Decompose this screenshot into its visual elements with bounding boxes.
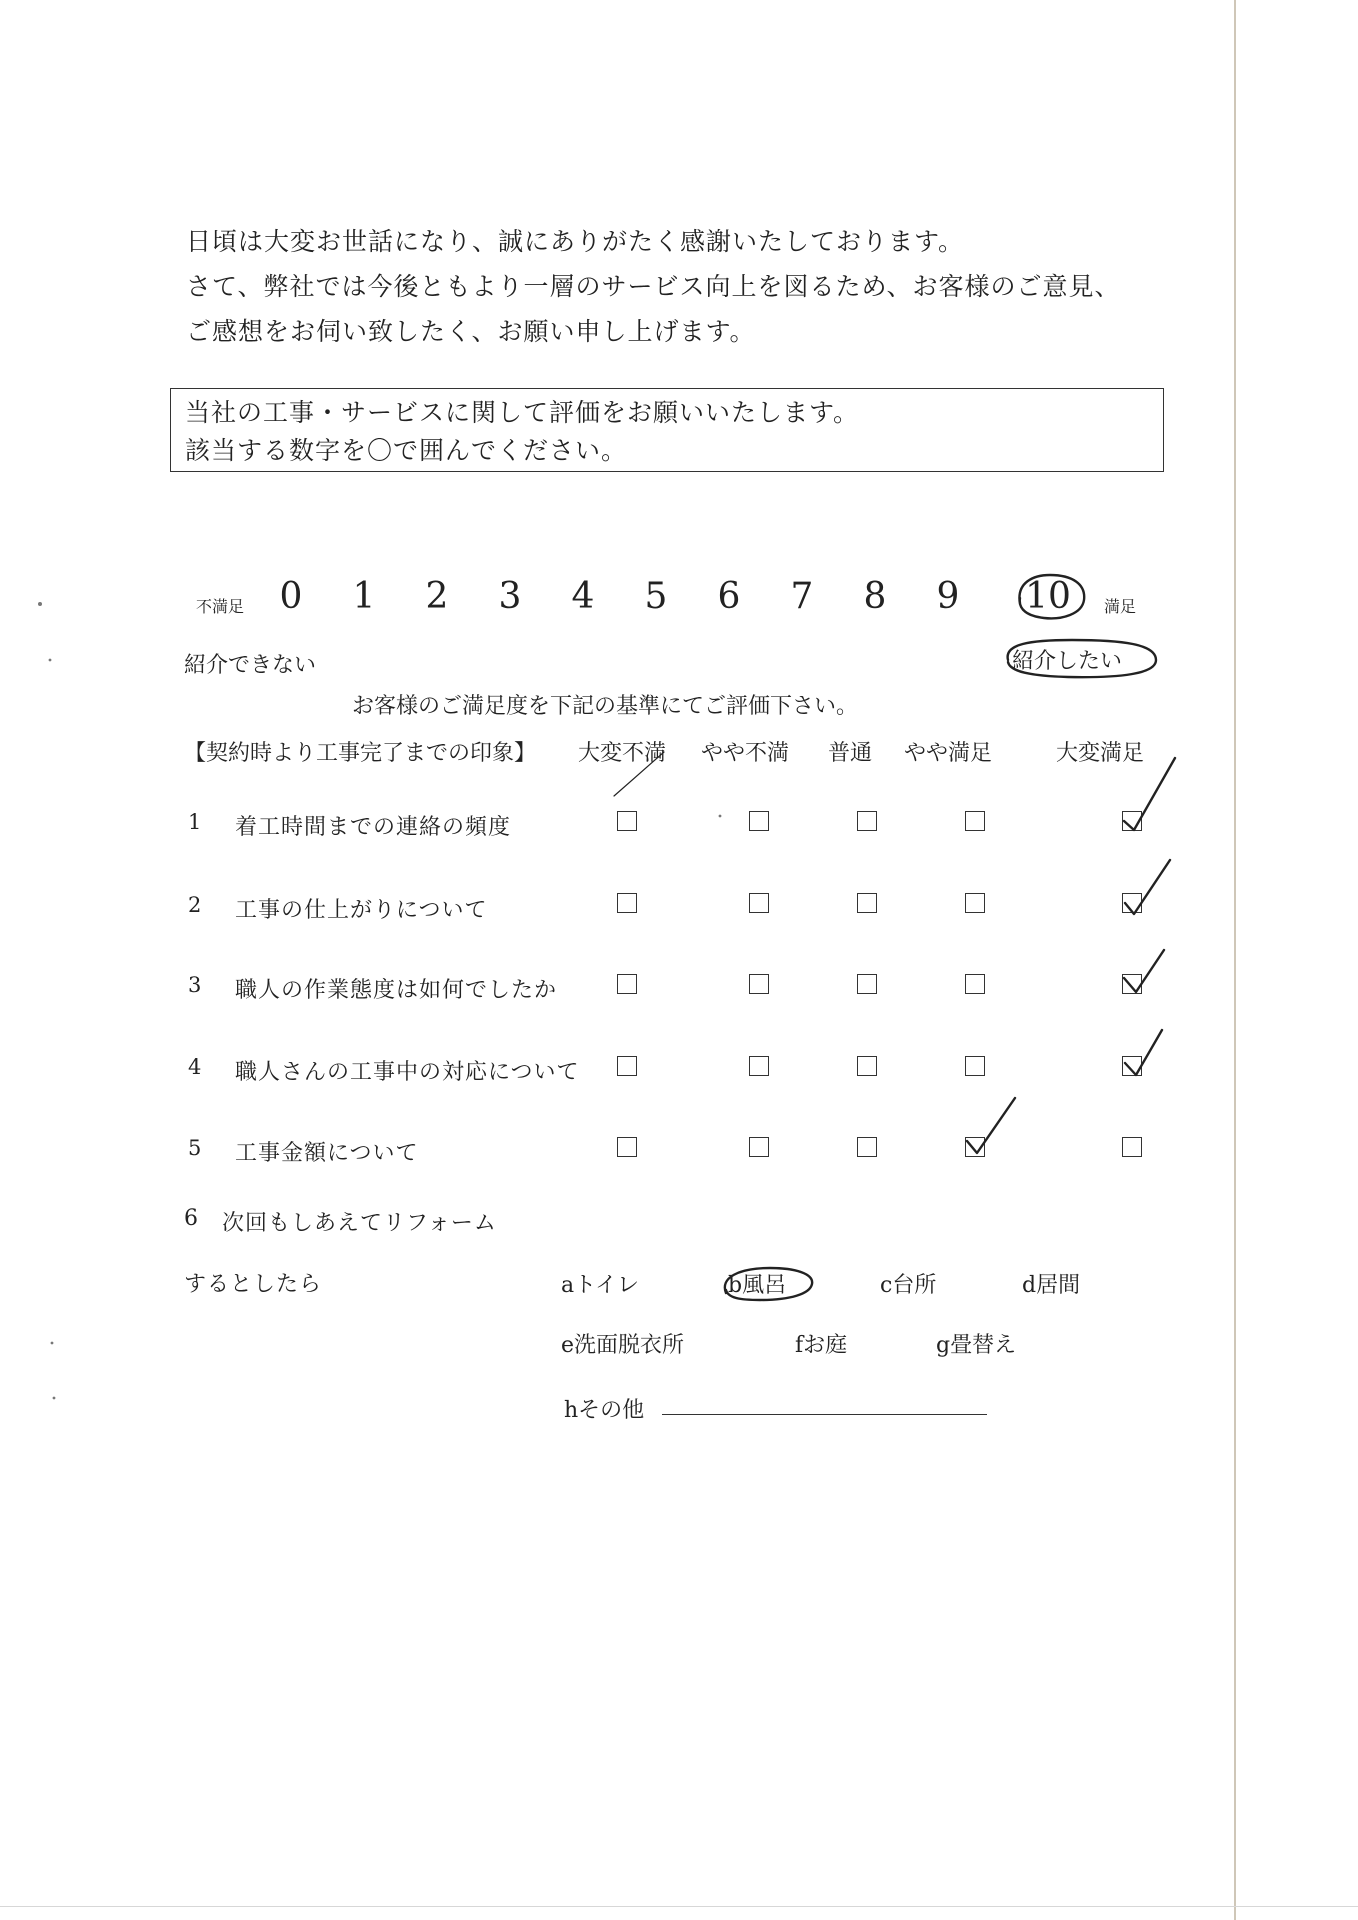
question-number-2: 2 — [188, 893, 202, 917]
checkbox-q2-somewhat-satisfied[interactable] — [965, 893, 985, 913]
checkbox-q3-very-dissatisfied[interactable] — [617, 974, 637, 994]
checkbox-q1-somewhat-dissatisfied[interactable] — [749, 811, 769, 831]
checkbox-q5-somewhat-satisfied[interactable] — [965, 1137, 985, 1157]
scale-number-8[interactable]: 8 — [863, 576, 887, 617]
instruction-line-1: 当社の工事・サービスに関して評価をお願いいたします。 — [185, 398, 860, 427]
option-garden[interactable]: fお庭 — [795, 1333, 848, 1358]
question-number-5: 5 — [188, 1136, 202, 1160]
option-toilet[interactable]: aトイレ — [561, 1273, 640, 1298]
checkbox-q2-very-dissatisfied[interactable] — [617, 893, 637, 913]
question-text-1: 着工時間までの連絡の頻度 — [235, 815, 512, 840]
checkbox-q5-somewhat-dissatisfied[interactable] — [749, 1137, 769, 1157]
checkbox-q5-neutral[interactable] — [857, 1137, 877, 1157]
scale-high-label: 満足 — [1104, 597, 1137, 616]
question-6-line-1: 次回もしあえてリフォーム — [222, 1211, 497, 1236]
checkbox-q2-somewhat-dissatisfied[interactable] — [749, 893, 769, 913]
option-washroom[interactable]: e洗面脱衣所 — [561, 1333, 685, 1358]
speck-4 — [53, 1397, 56, 1400]
checkbox-q4-neutral[interactable] — [857, 1056, 877, 1076]
section-header: 【契約時より工事完了までの印象】 — [184, 741, 537, 766]
speck-1 — [38, 602, 42, 606]
checkbox-q4-somewhat-satisfied[interactable] — [965, 1056, 985, 1076]
question-number-4: 4 — [188, 1055, 202, 1079]
instruction-box — [170, 388, 1164, 472]
scale-number-5[interactable]: 5 — [644, 576, 668, 617]
speck-3 — [51, 1342, 54, 1345]
question-text-3: 職人の作業態度は如何でしたか — [235, 978, 558, 1003]
scale-number-9[interactable]: 9 — [936, 576, 960, 617]
column-very-dissatisfied: 大変不満 — [578, 741, 667, 766]
column-neutral: 普通 — [828, 741, 873, 766]
scale-number-4[interactable]: 4 — [571, 576, 595, 617]
question-number-6: 6 — [184, 1206, 198, 1231]
checkbox-q2-very-satisfied[interactable] — [1122, 893, 1142, 913]
option-other-label: hその他 — [564, 1398, 645, 1423]
question-text-5: 工事金額について — [235, 1141, 419, 1166]
question-text-2: 工事の仕上がりについて — [235, 898, 488, 923]
scale-number-6[interactable]: 6 — [717, 576, 741, 617]
checkbox-q3-very-satisfied[interactable] — [1122, 974, 1142, 994]
recommend-low-label[interactable]: 紹介できない — [184, 653, 317, 678]
checkbox-q1-very-satisfied[interactable] — [1122, 811, 1142, 831]
checkbox-q3-somewhat-satisfied[interactable] — [965, 974, 985, 994]
checkbox-q1-somewhat-satisfied[interactable] — [965, 811, 985, 831]
speck-5 — [719, 815, 722, 818]
scale-number-3[interactable]: 3 — [498, 576, 522, 617]
option-bath[interactable]: b風呂 — [728, 1273, 787, 1298]
option-kitchen[interactable]: c台所 — [880, 1273, 937, 1298]
question-6-line-2: するとしたら — [184, 1272, 323, 1297]
scale-low-label: 不満足 — [196, 597, 245, 616]
checkbox-q3-neutral[interactable] — [857, 974, 877, 994]
checkbox-q3-somewhat-dissatisfied[interactable] — [749, 974, 769, 994]
option-other-input-line[interactable] — [662, 1414, 987, 1415]
checkbox-q1-neutral[interactable] — [857, 811, 877, 831]
question-text-4: 職人さんの工事中の対応について — [235, 1060, 580, 1085]
scale-number-7[interactable]: 7 — [790, 576, 814, 617]
option-living-room[interactable]: d居間 — [1022, 1273, 1081, 1298]
page-bottom-line — [0, 1906, 1358, 1907]
speck-2 — [49, 659, 52, 662]
scale-number-10[interactable]: 10 — [1025, 576, 1071, 617]
checkbox-q5-very-dissatisfied[interactable] — [617, 1137, 637, 1157]
intro-line-2: さて、弊社では今後ともより一層のサービス向上を図るため、お客様のご意見、 — [186, 272, 1121, 301]
intro-line-3: ご感想をお伺い致したく、お願い申し上げます。 — [186, 317, 756, 346]
column-very-satisfied: 大変満足 — [1056, 741, 1145, 766]
option-tatami[interactable]: g畳替え — [936, 1333, 1017, 1358]
checkbox-q1-very-dissatisfied[interactable] — [617, 811, 637, 831]
scale-number-2[interactable]: 2 — [425, 576, 449, 617]
scale-number-0[interactable]: 0 — [279, 576, 303, 617]
checkbox-q4-very-satisfied[interactable] — [1122, 1056, 1142, 1076]
instruction-line-2: 該当する数字を〇で囲んでください。 — [185, 436, 628, 465]
question-number-3: 3 — [188, 973, 202, 997]
page-edge-line — [1234, 0, 1236, 1920]
recommend-high-label[interactable]: 紹介したい — [1012, 649, 1123, 674]
column-somewhat-satisfied: やや満足 — [904, 741, 993, 766]
checkbox-q5-very-satisfied[interactable] — [1122, 1137, 1142, 1157]
checkbox-q4-very-dissatisfied[interactable] — [617, 1056, 637, 1076]
column-somewhat-dissatisfied: やや不満 — [701, 741, 790, 766]
scale-number-1[interactable]: 1 — [352, 576, 376, 617]
checkbox-q2-neutral[interactable] — [857, 893, 877, 913]
intro-line-1: 日頃は大変お世話になり、誠にありがたく感謝いたしております。 — [186, 227, 965, 256]
rating-prompt: お客様のご満足度を下記の基準にてご評価下さい。 — [352, 694, 859, 719]
checkbox-q4-somewhat-dissatisfied[interactable] — [749, 1056, 769, 1076]
question-number-1: 1 — [188, 810, 202, 834]
